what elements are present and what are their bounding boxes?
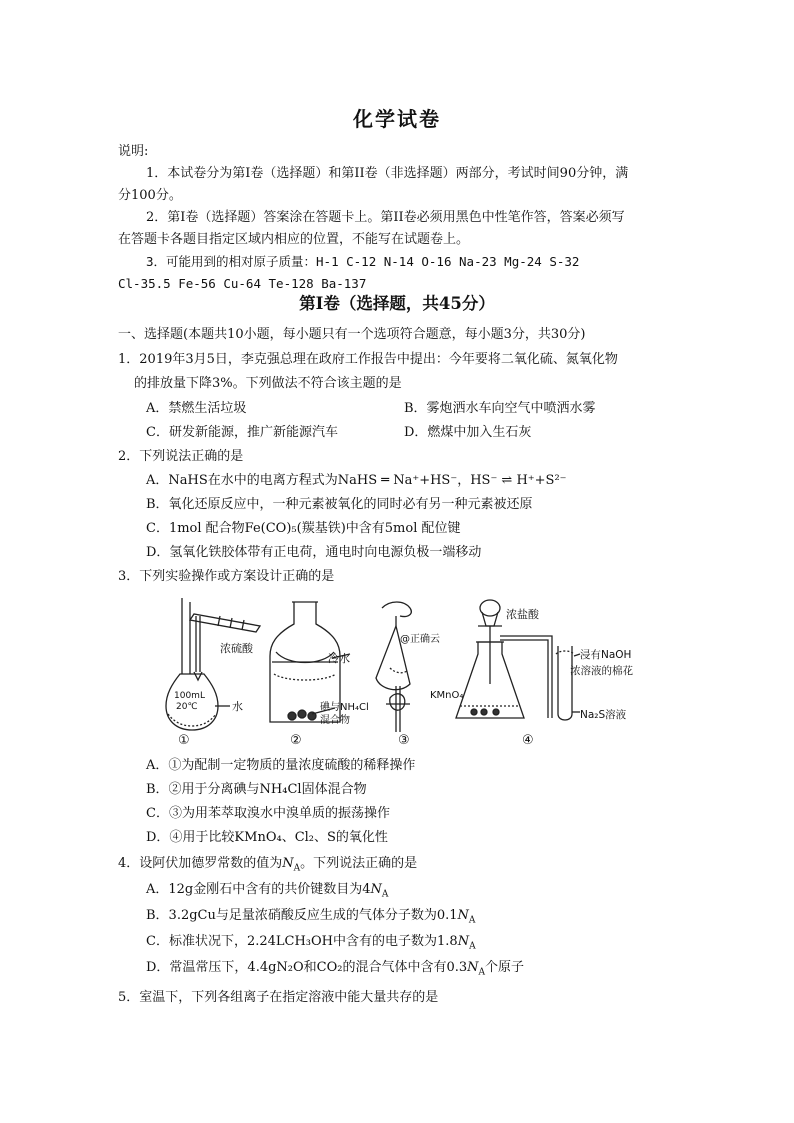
part-instructions: 一、选择题(本题共10小题，每小题只有一个选项符合题意，每小题3分，共30分) [118, 327, 586, 342]
label-naoh-cotton-cont: 浓溶液的棉花 [570, 665, 633, 677]
label-apparatus-1: ① [178, 733, 190, 748]
page-title: 化学试卷 [353, 107, 441, 131]
label-na2s-solution: Na₂S溶液 [580, 709, 627, 721]
q3-option-b: B．②用于分离碘与NH₄Cl固体混合物 [146, 782, 367, 797]
label-water: 水 [232, 700, 243, 713]
label-apparatus-3: ③ [398, 733, 410, 748]
note-3-cont: Cl-35.5 Fe-56 Cu-64 Te-128 Ba-137 [118, 276, 367, 291]
note-1: 1．本试卷分为第Ⅰ卷（选择题）和第II卷（非选择题）两部分，考试时间90分钟，满 [146, 166, 629, 181]
q3-option-c: C．③为用苯萃取溴水中溴单质的振荡操作 [146, 806, 390, 821]
label-apparatus-2: ② [290, 733, 302, 748]
q1-option-b: B．雾炮洒水车向空气中喷洒水雾 [404, 401, 596, 416]
q1-option-a: A．禁燃生活垃圾 [146, 401, 247, 416]
label-apparatus-4: ④ [522, 733, 534, 748]
q4-option-c: C．标准状况下，2.24LCH₃OH中含有的电子数为$1.8N_A$ [146, 934, 476, 952]
q4-stem: 4．设阿伏加德罗常数的值为$N_A$。下列说法正确的是 [118, 856, 418, 874]
q5-stem: 5．室温下，下列各组离子在指定溶液中能大量共存的是 [118, 990, 439, 1005]
watermark-text: @正确云 [400, 634, 440, 645]
label-kmno4: KMnO₄ [430, 690, 464, 701]
label-temperature: 20℃ [176, 702, 198, 712]
q1-stem-cont: 的排放量下降3%。下列做法不符合该主题的是 [134, 376, 402, 391]
q3-option-d: D．④用于比较KMnO₄、Cl₂、S的氧化性 [146, 830, 388, 845]
note-1-cont: 分100分。 [118, 188, 182, 203]
section-title: 第Ⅰ卷（选择题，共45分） [299, 294, 495, 313]
label-conc-sulfuric-acid: 浓硫酸 [220, 642, 253, 655]
label-flask-volume: 100mL [174, 691, 205, 701]
q2-option-c: C．1mol 配合物Fe(CO)₅(羰基铁)中含有5mol 配位键 [146, 521, 461, 536]
q1-option-d: D．燃煤中加入生石灰 [404, 425, 532, 440]
q1-stem: 1．2019年3月5日，李克强总理在政府工作报告中提出：今年要将二氧化硫、氮氧化物 [118, 352, 618, 367]
q1-option-c: C．研发新能源，推广新能源汽车 [146, 425, 338, 440]
q4-option-d: D．常温常压下，4.4gN₂O和CO₂的混合气体中含有$0.3N_A$个原子 [146, 960, 525, 978]
q3-apparatus-figure [160, 594, 660, 750]
q2-option-d: D．氢氧化铁胶体带有正电荷，通电时向电源负极一端移动 [146, 545, 482, 560]
q2-stem: 2．下列说法正确的是 [118, 449, 244, 464]
note-3: 3．可能用到的相对原子质量：H-1 C-12 N-14 O-16 Na-23 Mg-24 S-32 [146, 254, 580, 269]
q4-option-b: B．3.2gCu与足量浓硝酸反应生成的气体分子数为$0.1N_A$ [146, 908, 476, 926]
label-mixture: 混合物 [320, 715, 350, 726]
label-iodine-mixture: 碘与NH₄Cl [320, 702, 369, 713]
q3-option-a: A．①为配制一定物质的量浓度硫酸的稀释操作 [146, 758, 416, 773]
apparatus-3 [376, 602, 411, 732]
label-naoh-cotton: 浸有NaOH [580, 649, 632, 661]
q2-option-b: B．氧化还原反应中，一种元素被氧化的同时必有另一种元素被还原 [146, 497, 533, 512]
notes-heading: 说明: [118, 144, 149, 159]
label-cold-water: 冷水 [328, 652, 350, 665]
q4-option-a: A．12g金刚石中含有的共价键数目为$4N_A$ [146, 882, 389, 900]
q2-option-a: A．NaHS在水中的电离方程式为NaHS ═ Na⁺+HS⁻，HS⁻ ⇌ H⁺+S²⁻ [146, 473, 567, 488]
q3-stem: 3．下列实验操作或方案设计正确的是 [118, 569, 335, 584]
label-conc-hcl: 浓盐酸 [506, 608, 539, 621]
note-2: 2．第Ⅰ卷（选择题）答案涂在答题卡上。第II卷必须用黑色中性笔作答，答案必须写 [146, 210, 625, 225]
note-2-cont: 在答题卡各题目指定区域内相应的位置，不能写在试题卷上。 [118, 232, 470, 247]
